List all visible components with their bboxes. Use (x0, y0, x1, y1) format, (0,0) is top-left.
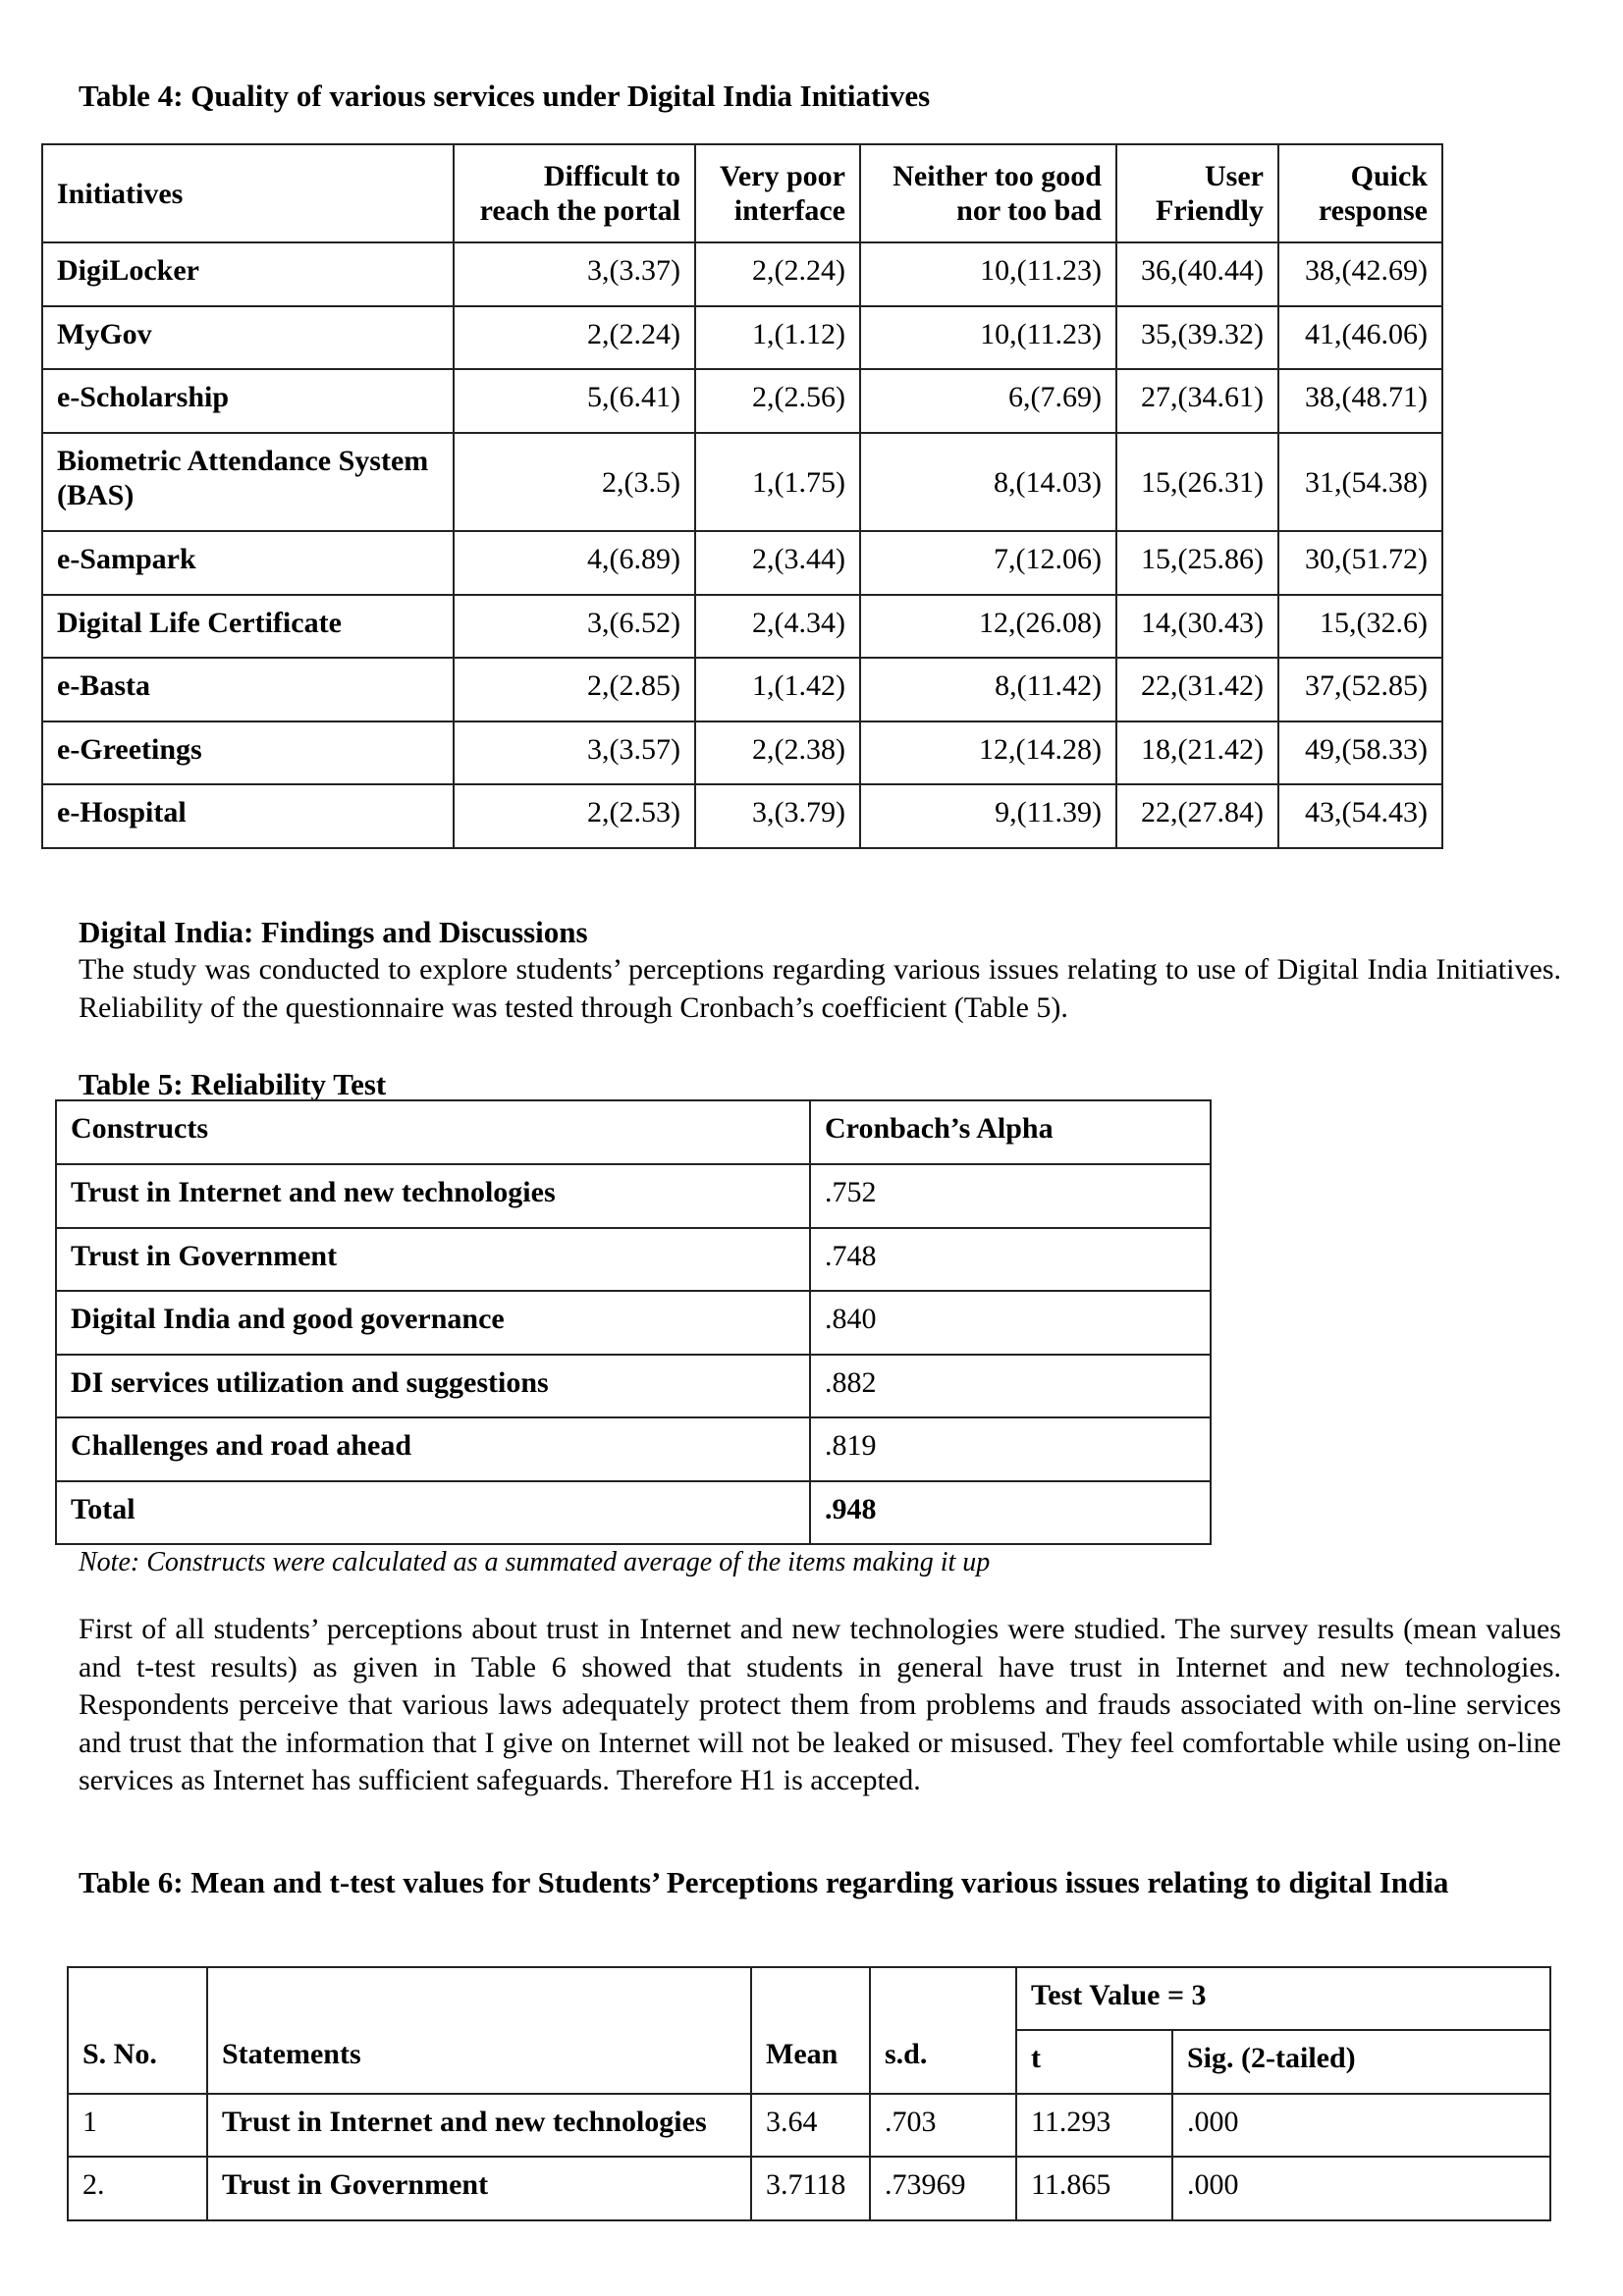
table5-header-alpha: Cronbach’s Alpha (810, 1100, 1211, 1164)
cell: 36,(40.44) (1116, 242, 1278, 306)
cell: 15,(25.86) (1116, 531, 1278, 595)
cell-sno: 2. (68, 2157, 207, 2220)
cell-initiative: Biometric Attendance System (BAS) (42, 433, 454, 531)
cell-sno: 1 (68, 2094, 207, 2157)
cell: 22,(27.84) (1116, 784, 1278, 848)
table4-header-very-poor: Very poor interface (695, 144, 860, 242)
cell: 37,(52.85) (1278, 658, 1442, 721)
table-row (56, 1228, 1211, 1291)
table6-header-test-value: Test Value = 3 (1016, 1967, 1550, 2030)
table4-header-initiatives: Initiatives (42, 144, 454, 242)
table-row (56, 1164, 1211, 1228)
table-row (42, 306, 1442, 369)
cell: 2,(4.34) (695, 595, 860, 658)
table4-header-row (42, 144, 1442, 242)
cell: 2,(2.24) (454, 306, 695, 369)
cell-construct: Challenges and road ahead (56, 1417, 810, 1481)
table-row (42, 784, 1442, 848)
cell: 31,(54.38) (1278, 433, 1442, 531)
table5-note: Note: Constructs were calculated as a summated average of the items making it up (79, 1547, 991, 1577)
cell-sd: .703 (870, 2094, 1016, 2157)
cell: 18,(21.42) (1116, 721, 1278, 784)
table5-header-row (56, 1100, 1211, 1164)
cell: 12,(14.28) (860, 721, 1116, 784)
cell: 4,(6.89) (454, 531, 695, 595)
cell: 38,(48.71) (1278, 369, 1442, 433)
cell: 30,(51.72) (1278, 531, 1442, 595)
cell: 2,(3.5) (454, 433, 695, 531)
table6-header-sno: S. No. (68, 1967, 207, 2094)
cell: 2,(2.38) (695, 721, 860, 784)
table4-header-quick-response: Quick response (1278, 144, 1442, 242)
cell-initiative: e-Basta (42, 658, 454, 721)
cell: 3,(3.79) (695, 784, 860, 848)
cell: 41,(46.06) (1278, 306, 1442, 369)
table6-header-statements: Statements (207, 1967, 751, 2094)
cell: 10,(11.23) (860, 306, 1116, 369)
cell-mean: 3.7118 (751, 2157, 870, 2220)
table5-header-constructs: Constructs (56, 1100, 810, 1164)
cell: 2,(2.85) (454, 658, 695, 721)
table-row (42, 531, 1442, 595)
cell-initiative: e-Hospital (42, 784, 454, 848)
cell-initiative: Digital Life Certificate (42, 595, 454, 658)
table-row (68, 2094, 1550, 2157)
cell-initiative: e-Sampark (42, 531, 454, 595)
cell-alpha: .748 (810, 1228, 1211, 1291)
table4-title: Table 4: Quality of various services under Digital India Initiatives (79, 79, 931, 113)
cell-alpha: .840 (810, 1291, 1211, 1355)
table-row (56, 1417, 1211, 1481)
cell-statement: Trust in Government (207, 2157, 751, 2220)
cell: 1,(1.12) (695, 306, 860, 369)
cell: 2,(2.24) (695, 242, 860, 306)
cell-construct: Trust in Internet and new technologies (56, 1164, 810, 1228)
table6-header-t: t (1016, 2030, 1172, 2094)
cell: 14,(30.43) (1116, 595, 1278, 658)
cell: 6,(7.69) (860, 369, 1116, 433)
cell-sig: .000 (1172, 2157, 1550, 2220)
cell: 2,(2.56) (695, 369, 860, 433)
cell: 27,(34.61) (1116, 369, 1278, 433)
cell: 22,(31.42) (1116, 658, 1278, 721)
cell: 12,(26.08) (860, 595, 1116, 658)
cell-alpha-total: .948 (810, 1481, 1211, 1544)
table5 (55, 1099, 1212, 1545)
cell-initiative: DigiLocker (42, 242, 454, 306)
cell-construct: Digital India and good governance (56, 1291, 810, 1355)
table6 (67, 1966, 1551, 2221)
table6-header-group-row (68, 1967, 1550, 2030)
table-row (42, 242, 1442, 306)
cell: 5,(6.41) (454, 369, 695, 433)
cell-alpha: .819 (810, 1417, 1211, 1481)
table-row (42, 658, 1442, 721)
table4-header-user-friendly: User Friendly (1116, 144, 1278, 242)
cell: 35,(39.32) (1116, 306, 1278, 369)
table4 (41, 143, 1443, 849)
table4-header-difficult: Difficult to reach the portal (454, 144, 695, 242)
cell-t: 11.865 (1016, 2157, 1172, 2220)
cell: 1,(1.42) (695, 658, 860, 721)
cell-construct: DI services utilization and suggestions (56, 1355, 810, 1417)
table4-header-neither: Neither too good nor too bad (860, 144, 1116, 242)
table-row (42, 595, 1442, 658)
cell-t: 11.293 (1016, 2094, 1172, 2157)
cell-initiative: e-Greetings (42, 721, 454, 784)
cell: 1,(1.75) (695, 433, 860, 531)
cell: 9,(11.39) (860, 784, 1116, 848)
table-row-total (56, 1481, 1211, 1544)
table6-header-sd: s.d. (870, 1967, 1016, 2094)
table-row (68, 2157, 1550, 2220)
table-row (56, 1355, 1211, 1417)
cell: 3,(3.37) (454, 242, 695, 306)
table-row (42, 369, 1442, 433)
cell: 10,(11.23) (860, 242, 1116, 306)
cell: 8,(11.42) (860, 658, 1116, 721)
cell: 3,(6.52) (454, 595, 695, 658)
cell: 3,(3.57) (454, 721, 695, 784)
cell-alpha: .752 (810, 1164, 1211, 1228)
body-paragraph: First of all students’ perceptions about trust in Internet and new technologies were studied. The survey results (mean values and t-test results) as given in Table 6 showed that students in general have trust in Internet and new technologies. Respondents perceive that various laws adequately protect them from problems and frauds associated with on-line services and trust that the information that I give on Internet will not be leaked or misused. They feel comfortable while using on-line services as Internet has sufficient safeguards. Therefore H1 is accepted. (79, 1613, 1561, 1796)
cell: 7,(12.06) (860, 531, 1116, 595)
cell: 49,(58.33) (1278, 721, 1442, 784)
cell: 15,(32.6) (1278, 595, 1442, 658)
cell-mean: 3.64 (751, 2094, 870, 2157)
cell-construct: Total (56, 1481, 810, 1544)
findings-heading: Digital India: Findings and Discussions (79, 915, 588, 949)
cell: 38,(42.69) (1278, 242, 1442, 306)
table5-title: Table 5: Reliability Test (79, 1067, 387, 1101)
cell-statement: Trust in Internet and new technologies (207, 2094, 751, 2157)
cell: 43,(54.43) (1278, 784, 1442, 848)
findings-paragraph: The study was conducted to explore students’ perceptions regarding various issues relating to use of Digital India Initiatives. Reliability of the questionnaire was tested through Cronbach’s coefficient (Table 5). (79, 953, 1561, 1024)
cell: 15,(26.31) (1116, 433, 1278, 531)
table-row (42, 721, 1442, 784)
cell-sig: .000 (1172, 2094, 1550, 2157)
cell: 2,(2.53) (454, 784, 695, 848)
table-row (56, 1291, 1211, 1355)
table-row (42, 433, 1442, 531)
cell: 2,(3.44) (695, 531, 860, 595)
cell: 8,(14.03) (860, 433, 1116, 531)
cell-initiative: e-Scholarship (42, 369, 454, 433)
cell-alpha: .882 (810, 1355, 1211, 1417)
table6-header-sig: Sig. (2-tailed) (1172, 2030, 1550, 2094)
cell-construct: Trust in Government (56, 1228, 810, 1291)
table6-title: Table 6: Mean and t-test values for Students’ Perceptions regarding various issues relating to digital India (79, 1865, 1449, 1899)
table6-header-mean: Mean (751, 1967, 870, 2094)
cell-initiative: MyGov (42, 306, 454, 369)
cell-sd: .73969 (870, 2157, 1016, 2220)
